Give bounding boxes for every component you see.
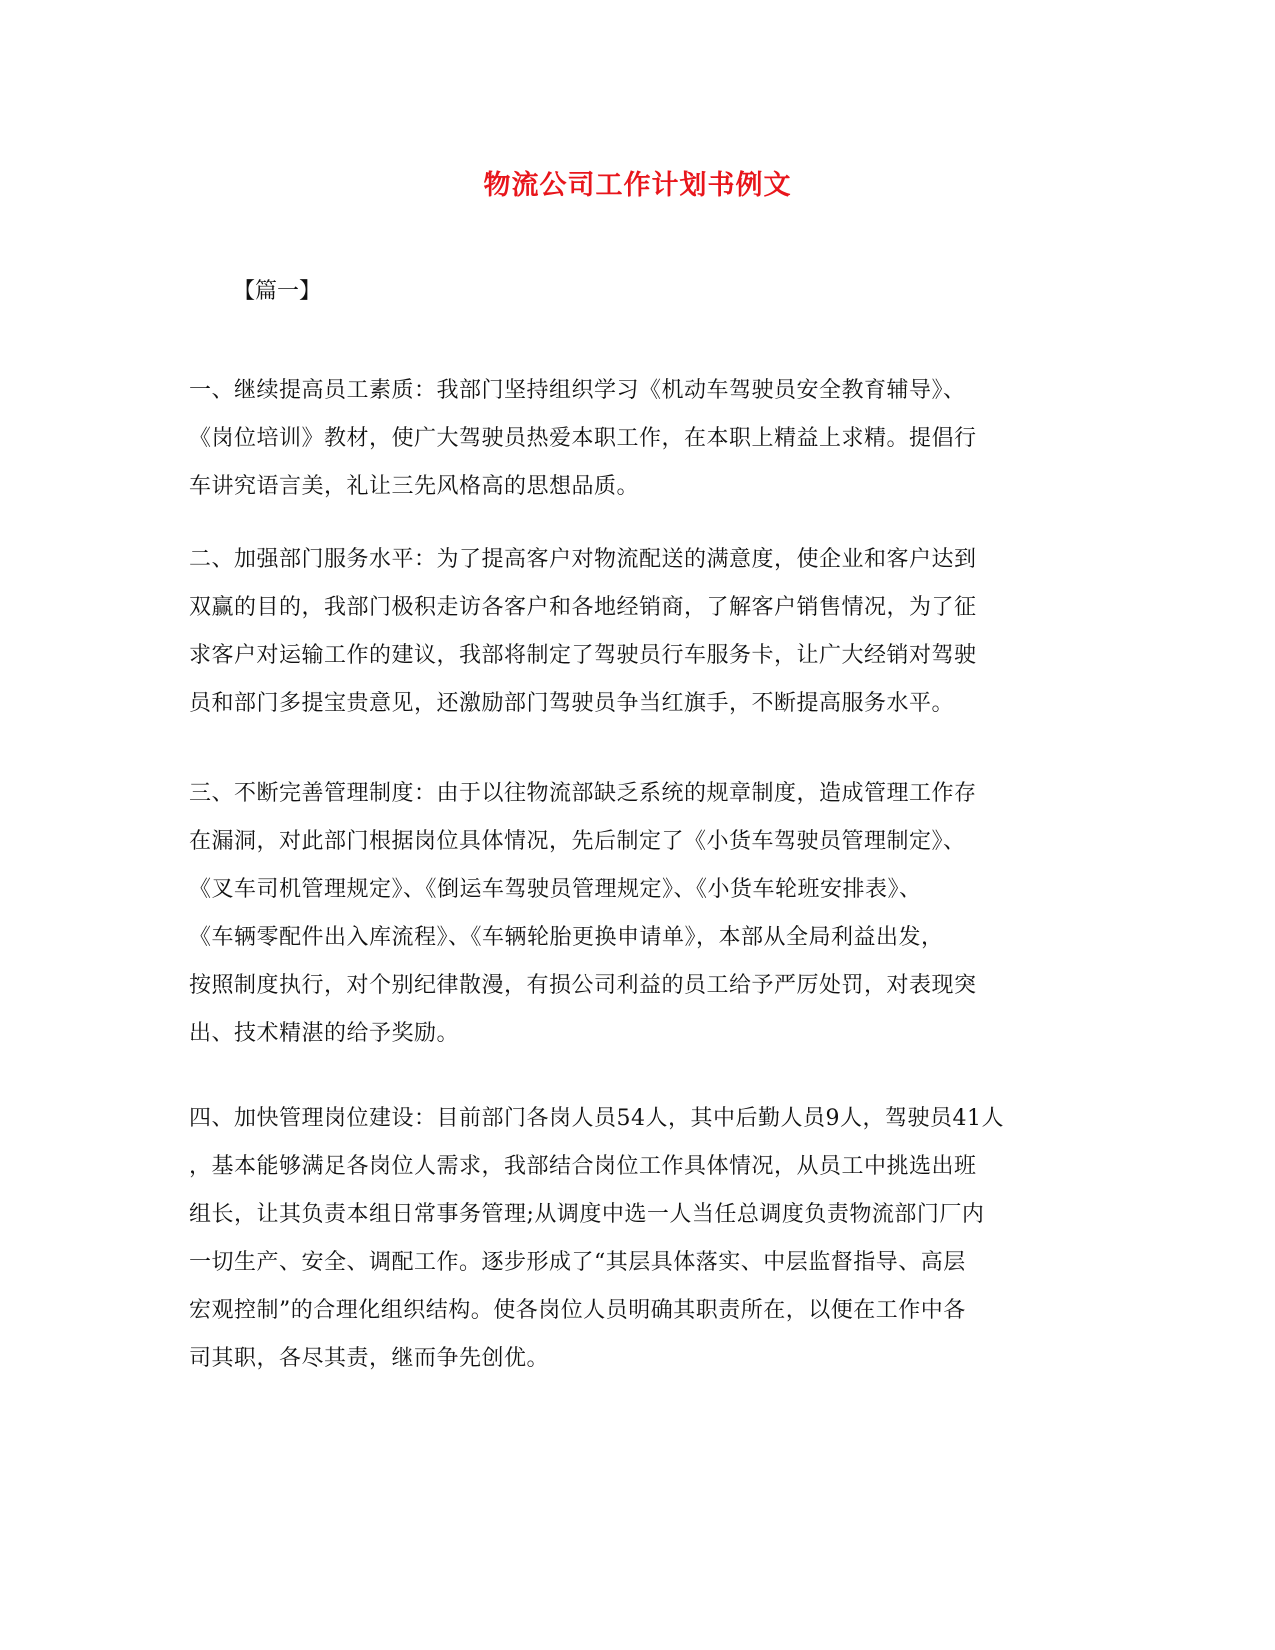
paragraph-line: 在漏洞，对此部门根据岗位具体情况，先后制定了《小货车驾驶员管理制定》、 bbox=[189, 829, 966, 854]
paragraph-line: 《岗位培训》教材，使广大驾驶员热爱本职工作，在本职上精益上求精。提倡行 bbox=[189, 426, 977, 451]
paragraph-line: 车讲究语言美，礼让三先风格高的思想品质。 bbox=[189, 474, 640, 499]
paragraph-line: 一切生产、安全、调配工作。逐步形成了“其层具体落实、中层监督指导、高层 bbox=[189, 1250, 966, 1275]
paragraph-1 bbox=[189, 367, 1069, 511]
paragraph-line: 二、加强部门服务水平：为了提高客户对物流配送的满意度，使企业和客户达到 bbox=[189, 547, 977, 572]
paragraph-line: 一、继续提高员工素质：我部门坚持组织学习《机动车驾驶员安全教育辅导》、 bbox=[189, 378, 966, 403]
paragraph-2 bbox=[189, 536, 1069, 728]
paragraph-line: 《车辆零配件出入库流程》、《车辆轮胎更换申请单》，本部从全局利益出发， bbox=[189, 925, 944, 950]
paragraph-line: 四、加快管理岗位建设：目前部门各岗人员54人，其中后勤人员9人，驾驶员41人 bbox=[189, 1106, 1004, 1131]
paragraph-line: 组长，让其负责本组日常事务管理;从调度中选一人当任总调度负责物流部门厂内 bbox=[189, 1202, 985, 1227]
paragraph-line: 宏观控制”的合理化组织结构。使各岗位人员明确其职责所在，以便在工作中各 bbox=[189, 1298, 966, 1323]
section-label: 【篇一】 bbox=[233, 279, 322, 304]
paragraph-line: ，基本能够满足各岗位人需求，我部结合岗位工作具体情况，从员工中挑选出班 bbox=[189, 1154, 977, 1179]
paragraph-line: 出、技术精湛的给予奖励。 bbox=[189, 1021, 460, 1046]
paragraph-line: 双赢的目的，我部门极积走访各客户和各地经销商，了解客户销售情况，为了征 bbox=[189, 595, 977, 620]
paragraph-line: 求客户对运输工作的建议，我部将制定了驾驶员行车服务卡，让广大经销对驾驶 bbox=[189, 643, 977, 668]
paragraph-line: 《叉车司机管理规定》、《倒运车驾驶员管理规定》、《小货车轮班安排表》、 bbox=[189, 877, 922, 902]
paragraph-line: 按照制度执行，对个别纪律散漫，有损公司利益的员工给予严厉处罚，对表现突 bbox=[189, 973, 977, 998]
paragraph-line: 司其职，各尽其责，继而争先创优。 bbox=[189, 1346, 550, 1371]
paragraph-4 bbox=[189, 1095, 1069, 1383]
document-title: 物流公司工作计划书例文 bbox=[483, 170, 792, 201]
paragraph-3 bbox=[189, 770, 1069, 1058]
paragraph-line: 员和部门多提宝贵意见，还激励部门驾驶员争当红旗手，不断提高服务水平。 bbox=[189, 691, 955, 716]
paragraph-line: 三、不断完善管理制度：由于以往物流部缺乏系统的规章制度，造成管理工作存 bbox=[189, 781, 977, 806]
